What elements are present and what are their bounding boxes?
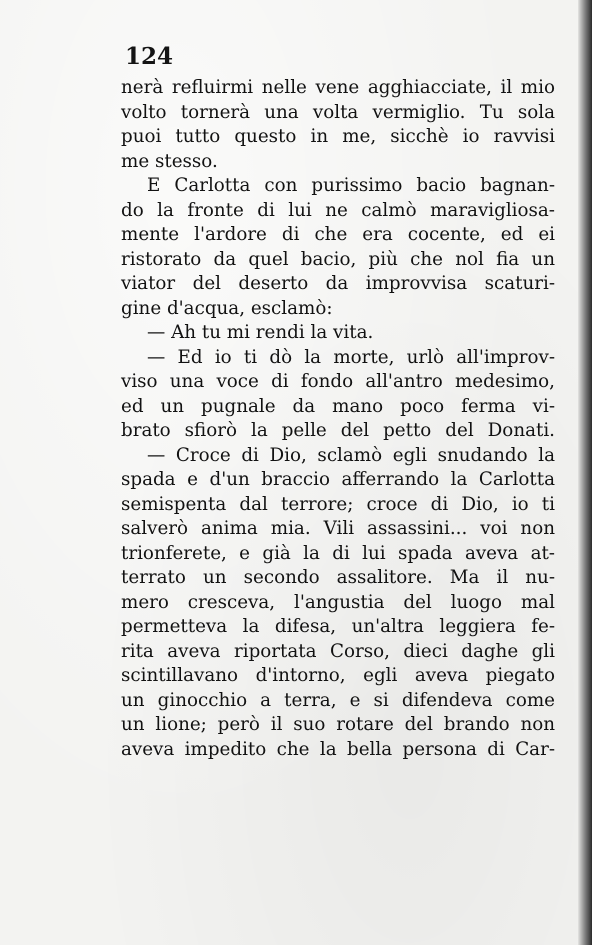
text-line: brato sfiorò la pelle del petto del Donati. [121, 420, 555, 442]
page-gutter-shadow [578, 0, 592, 945]
text-line: puoi tutto questo in me, sicchè io ravvisi [121, 126, 555, 148]
text-line: terrato un secondo assalitore. Ma il nu- [121, 567, 555, 589]
page-edge [592, 0, 604, 945]
text-line: do la fronte di lui ne calmò maravigliosa- [121, 199, 555, 221]
text-line: nerà refluirmi nelle vene agghiacciate, il mio [121, 77, 555, 98]
text-line: E Carlotta con purissimo bacio bagnan- [147, 175, 555, 197]
text-line: permetteva la difesa, un'altra leggiera fe- [121, 616, 555, 638]
text-line: salverò anima mia. Vili assassini... voi non [121, 518, 555, 540]
text-line: viso una voce di fondo all'antro medesimo, [121, 371, 555, 393]
text-line: spada e d'un braccio afferrando la Carlotta [121, 469, 555, 491]
text-line: me stesso. [121, 150, 218, 172]
text-line: un lione; però il suo rotare del brando non [121, 714, 555, 736]
text-line: gine d'acqua, esclamò: [121, 297, 333, 319]
text-line: rita aveva riportata Corso, dieci daghe gli [121, 640, 555, 662]
text-line: un ginocchio a terra, e si difendeva come [121, 689, 555, 711]
text-line: aveva impedito che la bella persona di Car- [121, 738, 555, 760]
text-line: ristorato da quel bacio, più che nol fia un [121, 248, 555, 270]
body-text [121, 76, 555, 762]
text-line: volto tornerà una volta vermiglio. Tu sola [121, 101, 555, 123]
text-line: trionferete, e già la di lui spada aveva at- [121, 542, 555, 564]
text-line: — Ed io ti dò la morte, urlò all'improv- [147, 346, 555, 368]
text-line: scintillavano d'intorno, egli aveva piegato [121, 665, 555, 687]
text-line: semispenta dal terrore; croce di Dio, io ti [121, 493, 555, 515]
text-line: ed un pugnale da mano poco ferma vi- [121, 395, 555, 417]
text-line: mero cresceva, l'angustia del luogo mal [121, 591, 555, 613]
page-number: 124 [125, 43, 174, 70]
text-line: — Ah tu mi rendi la vita. [147, 322, 374, 344]
text-line: — Croce di Dio, sclamò egli snudando la [147, 444, 555, 466]
text-line: viator del deserto da improvvisa scaturi- [121, 273, 555, 295]
text-line: mente l'ardore di che era cocente, ed ei [121, 224, 555, 246]
